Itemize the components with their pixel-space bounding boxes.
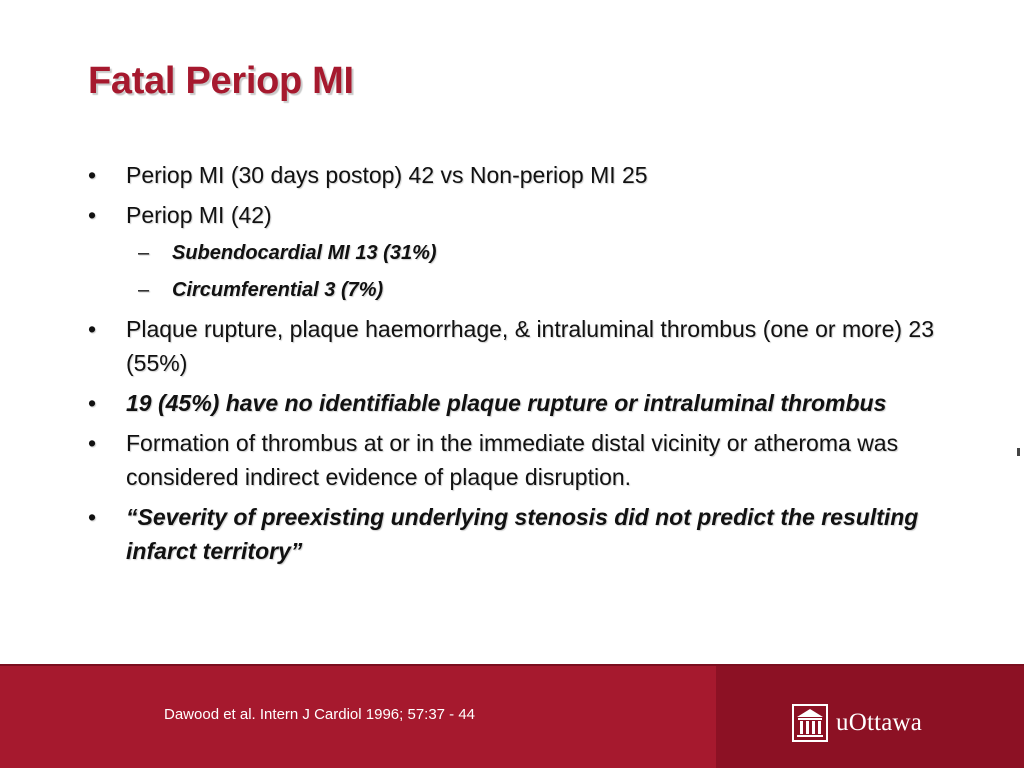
bullet-marker: • — [88, 202, 97, 228]
uottawa-logo — [792, 704, 922, 742]
bullet-text: Periop MI (30 days postop) 42 vs Non-periop MI 25 — [126, 162, 648, 188]
bullet-list — [88, 158, 948, 574]
bullet-marker: • — [88, 430, 97, 456]
bullet-marker: • — [88, 390, 97, 416]
footer-bar — [0, 664, 1024, 768]
bullet-text: “Severity of preexisting underlying stenosis did not predict the resulting infarct territory” — [126, 504, 919, 564]
citation-text: Dawood et al. Intern J Cardiol 1996; 57:37 - 44 — [164, 706, 476, 723]
bullet-item — [88, 312, 948, 380]
edge-mark — [1017, 448, 1020, 456]
bullet-text: Periop MI (42) — [126, 202, 272, 228]
sub-bullet-text: Circumferential 3 (7%) — [172, 279, 384, 301]
sub-bullet-item — [88, 238, 948, 268]
bullet-item — [88, 198, 948, 232]
bullet-text: Plaque rupture, plaque haemorrhage, & intraluminal thrombus (one or more) 23 (55%) — [126, 316, 934, 376]
bullet-item — [88, 386, 948, 420]
bullet-marker: • — [88, 504, 97, 530]
sub-bullet-text: Subendocardial MI 13 (31%) — [172, 242, 437, 264]
sub-bullet-item — [88, 275, 948, 305]
bullet-marker: • — [88, 316, 97, 342]
logo-text: uOttawa — [836, 709, 923, 736]
bullet-text: Formation of thrombus at or in the immediate distal vicinity or atheroma was considered indirect evidence of plaque disruption. — [126, 430, 899, 490]
slide-title: Fatal Periop MI — [88, 60, 354, 102]
bullet-item — [88, 158, 948, 192]
dash-marker: – — [138, 242, 150, 264]
building-icon — [792, 704, 828, 742]
bullet-marker: • — [88, 162, 97, 188]
bullet-text: 19 (45%) have no identifiable plaque rupture or intraluminal thrombus — [126, 390, 887, 416]
bullet-item — [88, 426, 948, 494]
bullet-item — [88, 500, 948, 568]
dash-marker: – — [138, 279, 150, 301]
